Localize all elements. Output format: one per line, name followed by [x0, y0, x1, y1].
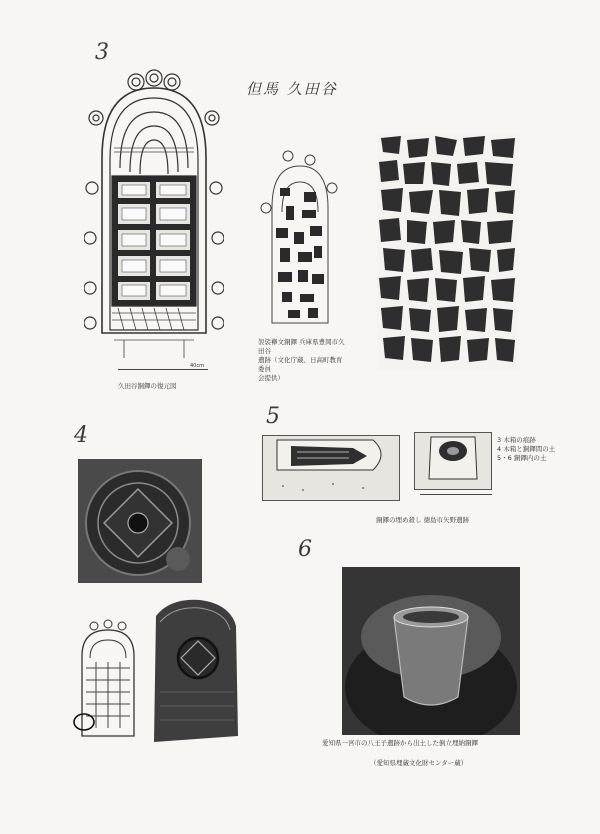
burial-legend-item-3: 5・6 銅鐸内の土	[497, 454, 547, 462]
page-heading: 但馬 久田谷	[246, 80, 338, 98]
figure-number-6: 6	[298, 537, 312, 562]
bell-marked-drawing	[72, 618, 144, 744]
burial-section-right	[414, 432, 492, 490]
fragment-arrangement-drawing	[258, 148, 340, 334]
figure-number-3: 3	[95, 40, 109, 65]
dotaku-restoration-drawing	[84, 68, 224, 378]
burial-legend-item-1: 3 木箱の痕跡	[497, 436, 536, 444]
inverted-bell-photo	[342, 567, 520, 735]
figure-number-5: 5	[266, 404, 280, 429]
burial-legend	[497, 436, 593, 463]
burial-section-left	[262, 435, 400, 501]
bell-closeup-photo	[78, 459, 202, 583]
fragment-caption-line-1: 袈裟襷文銅鐸 兵庫県豊岡市久田谷	[258, 338, 345, 355]
burial-caption: 銅鐸の埋め殺し 徳島市矢野遺跡	[376, 516, 470, 524]
inverted-bell-caption: 愛知県一宮市の八王子遺跡から出土した倒立埋納銅鐸	[322, 739, 478, 747]
scale-label: 40cm	[190, 363, 204, 369]
fragment-caption-line-3: 会提供）	[258, 374, 284, 382]
fragment-caption-line-2: 遺跡（文化庁蔵、日高町教育委員	[258, 356, 343, 373]
fragment-mosaic-photo	[377, 134, 519, 370]
fragment-caption	[258, 338, 348, 383]
burial-legend-item-2: 4 木箱と銅鐸間の土	[497, 445, 556, 453]
figure-number-4: 4	[74, 423, 88, 448]
inverted-bell-credit: （愛知県埋蔵文化財センター蔵）	[370, 759, 468, 767]
restoration-caption: 久田谷銅鐸の復元図	[118, 382, 177, 390]
section-scale-bar	[420, 494, 492, 495]
bell-fragment-photo	[150, 596, 242, 744]
